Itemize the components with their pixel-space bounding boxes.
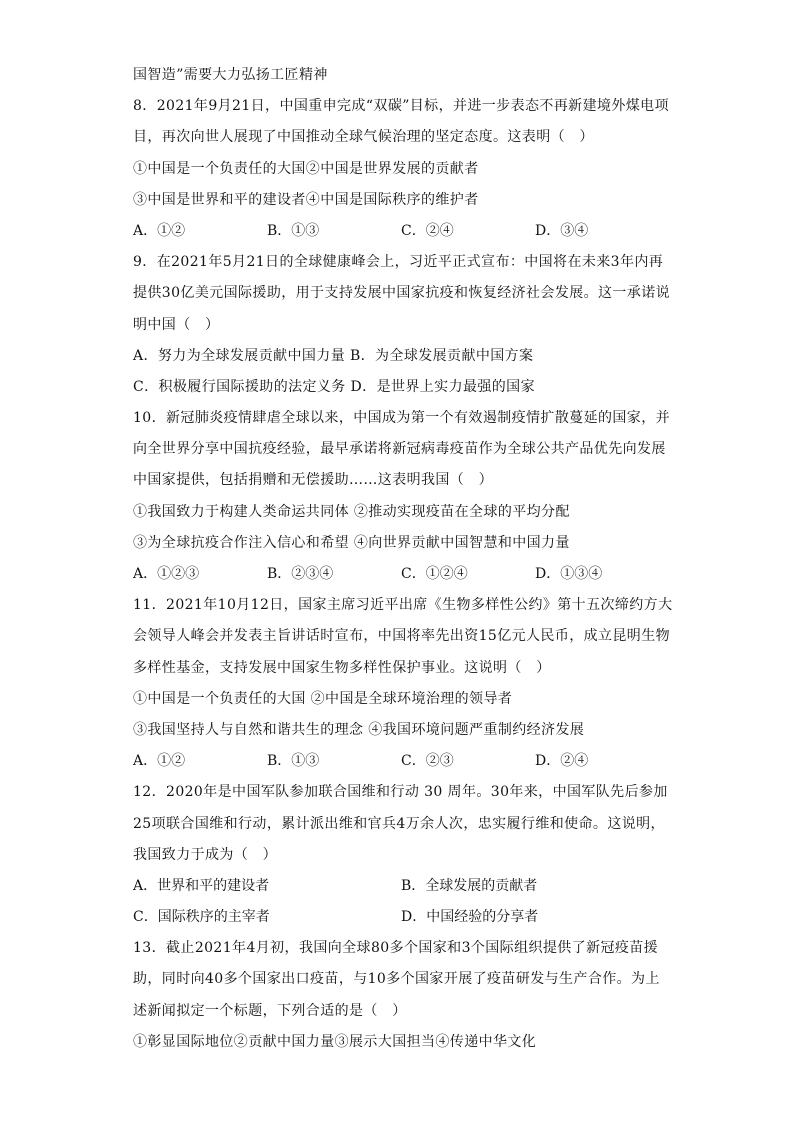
- question-stem-line: 述新闻拟定一个标题，下列合适的是（ ）: [133, 1002, 407, 1019]
- statement-line: ①我国致力于构建人类命运共同体 ②推动实现疫苗在全球的平均分配: [133, 503, 570, 520]
- answer-options-row: [133, 902, 669, 933]
- answer-options-row: [133, 871, 669, 902]
- question-stem-line: 明中国（ ）: [133, 316, 220, 333]
- answer-options: [133, 559, 669, 590]
- option-a[interactable]: A．①②③: [133, 566, 200, 582]
- option-a[interactable]: A．①②: [133, 222, 186, 239]
- option-c[interactable]: C．②③: [401, 753, 454, 770]
- option-d[interactable]: D．②④: [535, 753, 589, 770]
- statement-line: ①中国是一个负责任的大国②中国是世界发展的贡献者: [133, 160, 479, 177]
- option-b[interactable]: B．②③④: [267, 566, 334, 582]
- question-10: [133, 403, 669, 590]
- option-b[interactable]: B．①③: [267, 222, 320, 239]
- question-stem-line: 助，同时向40多个国家出口疫苗，与10多个国家开展了疫苗研发与生产合作。为上: [133, 971, 660, 988]
- question-stem-line: 会领导人峰会并发表主旨讲话时宣布，中国将率先出资15亿元人民币，成立昆明生物: [133, 628, 671, 645]
- question-stem-line: 我国致力于成为（ ）: [133, 846, 277, 863]
- option-line-ab[interactable]: A．努力为全球发展贡献中国力量 B．为全球发展贡献中国方案: [133, 347, 534, 364]
- statement-line: ①中国是一个负责任的大国 ②中国是全球环境治理的领导者: [133, 690, 513, 707]
- question-stem-line: 8．2021年9月21日，中国重申完成“双碳”目标，并进一步表态不再新建境外煤电项: [133, 98, 669, 115]
- option-b[interactable]: B．全球发展的贡献者: [401, 877, 538, 894]
- option-d[interactable]: D．①③④: [535, 566, 603, 582]
- option-c[interactable]: C．①②④: [401, 566, 468, 582]
- question-stem-line: 12．2020年是中国军队参加联合国维和行动 30 周年。30年来，中国军队先后参加: [133, 784, 668, 801]
- option-d[interactable]: D．中国经验的分享者: [401, 909, 539, 926]
- answer-options: [133, 746, 669, 777]
- question-stem-line: 10．新冠肺炎疫情肆虐全球以来，中国成为第一个有效遏制疫情扩散蔓延的国家，并: [133, 410, 671, 427]
- question-stem-line: 11．2021年10月12日，国家主席习近平出席《生物多样性公约》第十五次缔约方大: [133, 597, 673, 614]
- statement-line: ①彰显国际地位②贡献中国力量③展示大国担当④传递中华文化: [133, 1033, 537, 1050]
- statement-line: ③我国坚持人与自然和谐共生的理念 ④我国环境问题严重制约经济发展: [133, 721, 585, 738]
- continued-text: 国智造”需要大力弘扬工匠精神: [133, 67, 328, 83]
- option-a[interactable]: A．①②: [133, 753, 186, 770]
- question-9: [133, 247, 669, 403]
- question-stem-line: 9．在2021年5月21日的全球健康峰会上，习近平正式宣布：中国将在未来3年内再: [133, 254, 664, 271]
- option-b[interactable]: B．①③: [267, 753, 320, 770]
- answer-options: [133, 216, 669, 247]
- option-d[interactable]: D．③④: [535, 222, 589, 239]
- statement-line: ③为全球抗疫合作注入信心和希望 ④向世界贡献中国智慧和中国力量: [133, 534, 570, 551]
- question-stem-line: 中国家提供，包括捐赠和无偿援助……这表明我国（ ）: [133, 472, 493, 489]
- option-line-cd[interactable]: C．积极履行国际援助的法定义务 D．是世界上实力最强的国家: [133, 378, 535, 395]
- question-stem-line: 向全世界分享中国抗疫经验，最早承诺将新冠病毒疫苗作为全球公共产品优先向发展: [133, 441, 666, 458]
- question-stem-line: 25项联合国维和行动，累计派出维和官兵4万余人次，忠实履行维和使命。这说明，: [133, 815, 665, 832]
- question-stem-line: 13．截止2021年4月初，我国向全球80多个国家和3个国际组织提供了新冠疫苗援: [133, 940, 659, 957]
- question-13: [133, 933, 669, 1058]
- question-8: [133, 91, 669, 247]
- question-stem-line: 提供30亿美元国际援助，用于支持发展中国家抗疫和恢复经济社会发展。这一承诺说: [133, 285, 671, 302]
- option-c[interactable]: C．②④: [401, 222, 454, 239]
- question-stem-line: 多样性基金，支持发展中国家生物多样性保护事业。这说明（ ）: [133, 659, 551, 676]
- option-a[interactable]: A．世界和平的建设者: [133, 877, 270, 894]
- question-stem-line: 目，再次向世人展现了中国推动全球气候治理的坚定态度。这表明（ ）: [133, 129, 594, 146]
- statement-line: ③中国是世界和平的建设者④中国是国际秩序的维护者: [133, 191, 479, 208]
- question-12: [133, 777, 669, 933]
- exam-page: [133, 60, 673, 1058]
- option-c[interactable]: C．国际秩序的主宰者: [133, 909, 270, 926]
- question-11: [133, 590, 673, 777]
